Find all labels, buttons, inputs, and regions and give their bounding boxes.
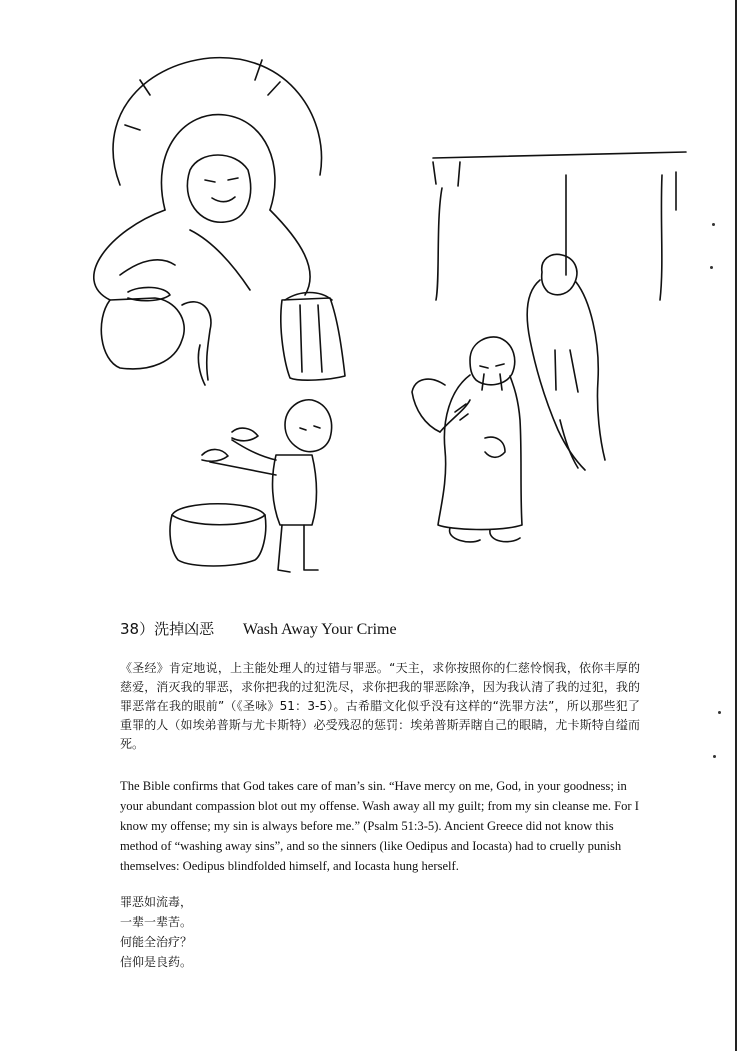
poem-line: 一辈一辈苦。 [120, 915, 193, 929]
scan-speck [712, 223, 715, 226]
english-paragraph: The Bible confirms that God takes care of man’s sin. “Have mercy on me, God, in your goodness; in your abundant compassion blot out my offense. Wash away all my guilt; from my sin cleanse me. For I know my offense; my sin is always before me.” (Psalm 51:3-5). Ancient Greece did not know this method of “washing away sins”, and so the sinners (like Oedipus and Iocasta) had to cruelly punish themselves: Oedipus blindfolded himself, and Iocasta hung herself. [120, 779, 639, 873]
scan-speck [710, 266, 713, 269]
title-english: Wash Away Your Crime [242, 621, 397, 638]
chinese-paragraph: 《圣经》肯定地说，上主能处理人的过错与罪恶。“天主，求你按照你的仁慈怜悯我，依你丰厚的慈爱，消灭我的罪恶，求你把我的过犯洗尽，求你把我的罪恶除净，因为我认清了我的过犯，我的罪恶常在我的眼前”（《圣咏》51：3-5）。古希腊文化似乎没有这样的“洗罪方法”，所以那些犯了重罪的人（如埃弟普斯与尤卡斯特）必受残忍的惩罚：埃弟普斯弄瞎自己的眼睛，尤卡斯特自缢而死。 [120, 661, 640, 751]
child-figure [170, 400, 332, 572]
title-chinese: 38）洗掉凶恶 [120, 620, 215, 638]
section-title [120, 618, 397, 639]
poem-line: 罪恶如流毒， [120, 895, 193, 909]
god-figure [94, 58, 345, 385]
scan-speck [718, 711, 721, 714]
poem [120, 892, 192, 972]
poem-line: 何能全治疗？ [120, 935, 193, 949]
poem-line: 信仰是良药。 [120, 955, 193, 969]
gallows-figure [433, 152, 686, 470]
scan-speck [713, 755, 716, 758]
blind-figure [412, 337, 522, 542]
